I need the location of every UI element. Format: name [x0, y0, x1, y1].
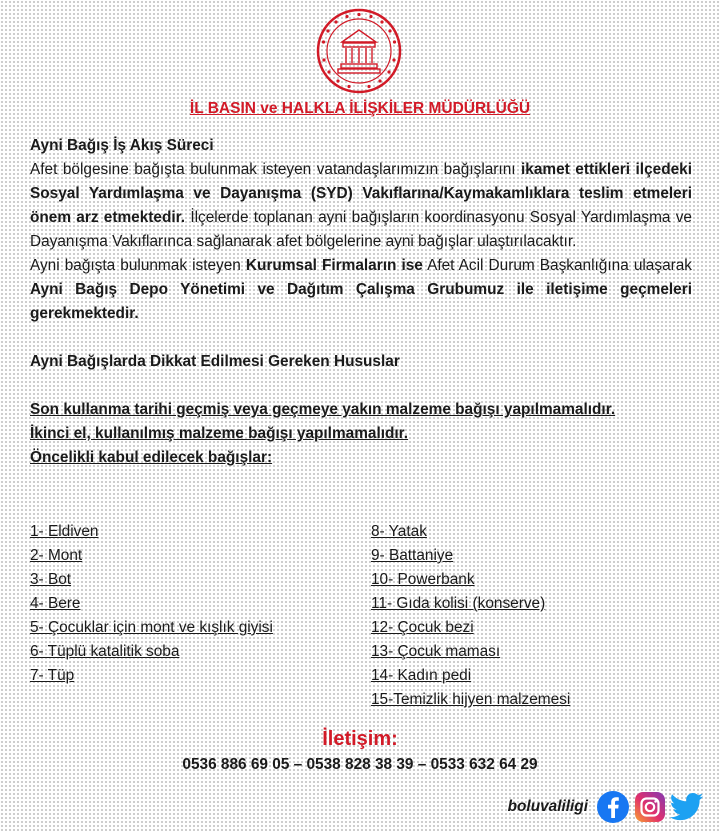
facebook-icon[interactable]	[596, 790, 630, 824]
twitter-icon[interactable]	[670, 792, 704, 822]
p1-text-b: İlçelerde toplanan ayni bağışların koordinasyonu Sosyal Yardımlaşma ve Dayanışma Vakıflarınca sağlanarak afet bölgelerine ayni bağışlar ulaştırılacaktır.	[30, 209, 692, 250]
list-item: 9- Battaniye	[371, 547, 454, 564]
p2-text-a: Ayni bağışta bulunmak isteyen	[30, 257, 246, 274]
list-item: 5- Çocuklar için mont ve kışlık giyisi	[30, 619, 273, 636]
priority-list-right	[371, 520, 570, 712]
p2-bold-a: Kurumsal Firmaların ise	[245, 257, 423, 274]
list-item: 2- Mont	[30, 547, 83, 564]
list-item: 7- Tüp	[30, 667, 75, 684]
priority-list-left	[30, 520, 273, 688]
p2-bold-b: Ayni Bağış Depo Yönetimi ve Dağıtım Çalışma Grubumuz ile iletişime geçmeleri gerekmektedir.	[30, 281, 692, 322]
social-handle: boluvaliligi	[507, 798, 588, 815]
list-item: 1- Eldiven	[30, 523, 99, 540]
list-item: 14- Kadın pedi	[371, 667, 472, 684]
contact-phones: 0536 886 69 05 – 0538 828 38 39 – 0533 632 64 29	[182, 756, 538, 773]
list-item: 15-Temizlik hijyen malzemesi	[371, 691, 571, 708]
social-bar	[508, 790, 704, 824]
list-item: 12- Çocuk bezi	[371, 619, 474, 636]
instagram-icon[interactable]	[634, 791, 666, 823]
p1-text-a: Afet bölgesine bağışta bulunmak isteyen vatandaşlarımızın bağışlarını	[30, 161, 522, 178]
list-item: 13- Çocuk maması	[371, 643, 501, 660]
considerations-heading: Ayni Bağışlarda Dikkat Edilmesi Gereken Hususlar	[30, 353, 400, 370]
workflow-heading: Ayni Bağış İş Akış Süreci	[30, 137, 214, 154]
intro-paragraph-2	[30, 254, 692, 326]
list-item: 11- Gıda kolisi (konserve)	[371, 595, 546, 612]
directorate-title: İL BASIN ve HALKLA İLİŞKİLER MÜDÜRLÜĞÜ	[189, 100, 531, 117]
p2-text-b: Afet Acil Durum Başkanlığına ulaşarak	[422, 257, 693, 274]
governorship-seal-logo	[316, 8, 402, 94]
rule-expiry: Son kullanma tarihi geçmiş veya geçmeye yakın malzeme bağışı yapılmamalıdır.	[30, 401, 616, 418]
list-item: 6- Tüplü katalitik soba	[30, 643, 180, 660]
intro-paragraph-1	[30, 158, 692, 254]
contact-title: İletişim:	[322, 728, 398, 750]
priority-heading: Öncelikli kabul edilecek bağışlar:	[30, 449, 273, 466]
rule-second-hand: İkinci el, kullanılmış malzeme bağışı yapılmamalıdır.	[30, 425, 409, 442]
main-text	[30, 134, 692, 470]
list-item: 3- Bot	[30, 571, 72, 588]
list-item: 8- Yatak	[371, 523, 427, 540]
p1-bold: ikamet ettikleri ilçedeki Sosyal Yardımlaşma ve Dayanışma (SYD) Vakıflarına/Kaymakamlıklara teslim etmeleri önem arz etmektedir.	[30, 161, 692, 226]
list-item: 10- Powerbank	[371, 571, 475, 588]
list-item: 4- Bere	[30, 595, 81, 612]
